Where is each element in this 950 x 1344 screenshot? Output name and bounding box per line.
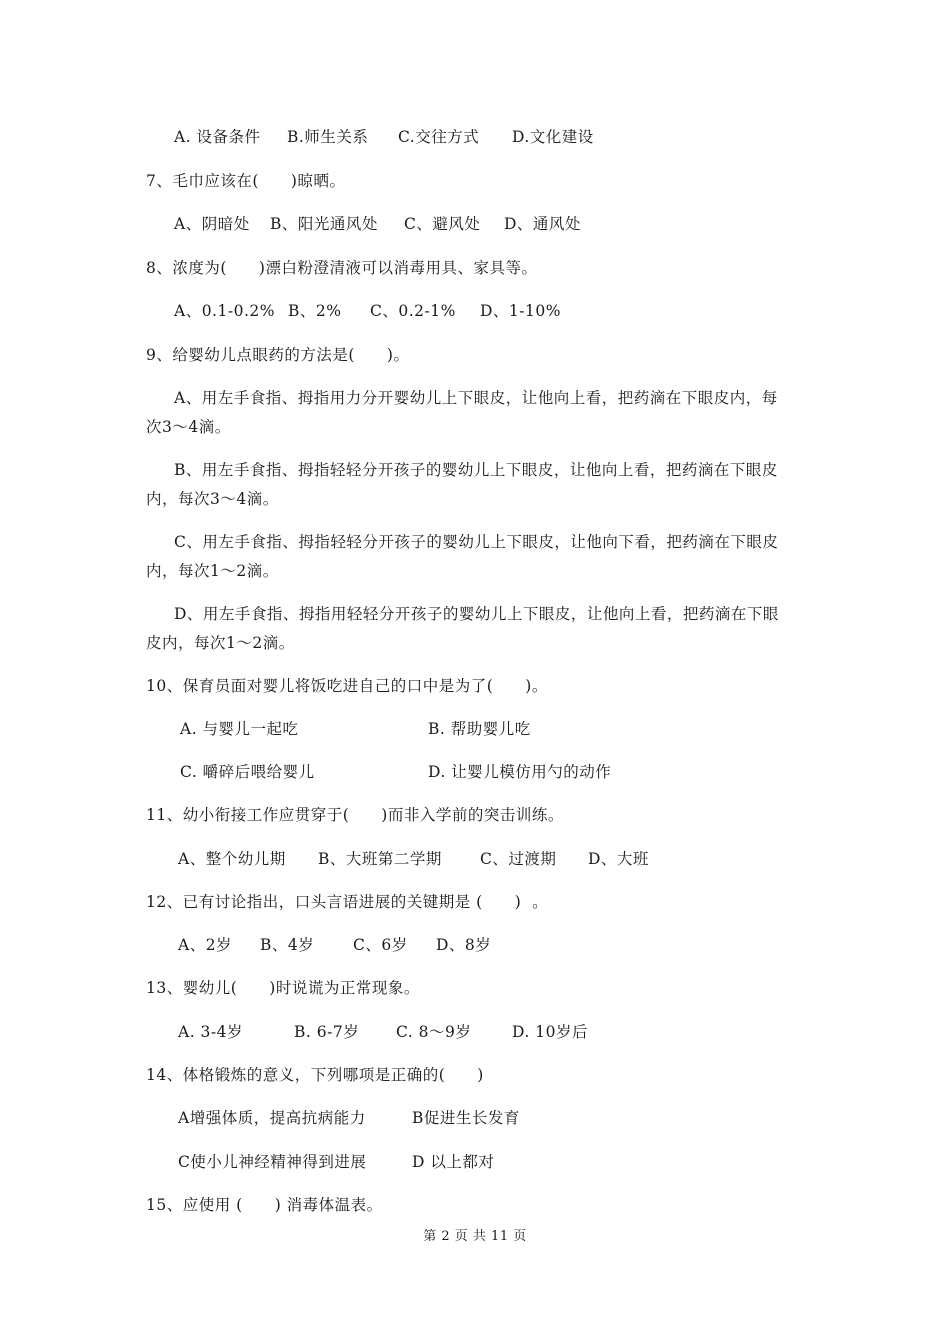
- question-7-options: [174, 214, 674, 234]
- question-8-stem: 8、浓度为( )漂白粉澄清液可以消毒用具、家具等。: [146, 259, 538, 277]
- question-9-option-b-line-1: B、用左手食指、拇指轻轻分开孩子的婴幼儿上下眼皮，让他向上看，把药滴在下眼皮: [174, 461, 778, 479]
- option-c: C、6岁: [353, 936, 408, 954]
- option-d: D. 让婴儿模仿用勺的动作: [428, 763, 612, 781]
- option-a: A. 设备条件: [174, 128, 261, 146]
- question-10-options-row-2: [180, 762, 680, 782]
- question-9-option-d-line-1: D、用左手食指、拇指用轻轻分开孩子的婴幼儿上下眼皮，让他向上看，把药滴在下眼: [174, 605, 779, 623]
- question-14-options-row-1: [178, 1108, 628, 1128]
- question-14-stem: 14、体格锻炼的意义，下列哪项是正确的( ): [146, 1066, 484, 1084]
- option-d: D.文化建设: [512, 128, 594, 146]
- question-9-stem: 9、给婴幼儿点眼药的方法是( )。: [146, 346, 410, 364]
- option-b: B、大班第二学期: [318, 850, 442, 868]
- option-c: C、避风处: [404, 215, 481, 233]
- question-15-stem: 15、应使用 ( ) 消毒体温表。: [146, 1196, 383, 1214]
- question-11-options: [178, 849, 698, 869]
- option-d: D 以上都对: [412, 1153, 495, 1171]
- option-b: B促进生长发育: [412, 1109, 520, 1127]
- question-9-option-a-line-2: 次3～4滴。: [146, 418, 231, 436]
- option-d: D、通风处: [504, 215, 581, 233]
- question-6-options: [174, 127, 674, 147]
- option-a: A、0.1-0.2%: [174, 302, 275, 320]
- option-c: C. 8～9岁: [396, 1023, 472, 1041]
- option-b: B、阳光通风处: [270, 215, 378, 233]
- question-13-stem: 13、婴幼儿( )时说谎为正常现象。: [146, 979, 420, 997]
- question-10-stem: 10、保育员面对婴儿将饭吃进自己的口中是为了( )。: [146, 677, 548, 695]
- question-14-options-row-2: [178, 1152, 628, 1172]
- option-a: A. 与婴儿一起吃: [180, 720, 299, 738]
- question-7-stem: 7、毛巾应该在( )晾晒。: [146, 172, 346, 190]
- question-13-options: [178, 1022, 628, 1042]
- question-9-option-c-line-2: 内，每次1～2滴。: [146, 562, 279, 580]
- option-d: D、大班: [588, 850, 649, 868]
- option-b: B. 帮助婴儿吃: [428, 720, 531, 738]
- question-9-option-a-line-1: A、用左手食指、拇指用力分开婴幼儿上下眼皮，让他向上看，把药滴在下眼皮内，每: [174, 389, 778, 407]
- question-12-options: [178, 935, 578, 955]
- option-a: A、整个幼儿期: [178, 850, 286, 868]
- option-b: B、2%: [288, 302, 342, 320]
- option-d: D. 10岁后: [512, 1023, 588, 1041]
- question-9-option-b-line-2: 内，每次3～4滴。: [146, 490, 279, 508]
- question-10-options-row-1: [180, 719, 680, 739]
- option-c: C使小儿神经精神得到进展: [178, 1153, 367, 1171]
- question-9-option-c-line-1: C、用左手食指、拇指轻轻分开孩子的婴幼儿上下眼皮，让他向下看，把药滴在下眼皮: [174, 533, 779, 551]
- question-12-stem: 12、已有讨论指出，口头言语进展的关键期是 ( ) 。: [146, 893, 549, 911]
- option-c: C、0.2-1%: [370, 302, 456, 320]
- question-8-options: [174, 301, 674, 321]
- option-a: A、2岁: [178, 936, 233, 954]
- option-a: A增强体质，提高抗病能力: [178, 1109, 366, 1127]
- option-d: D、1-10%: [480, 302, 561, 320]
- option-b: B、4岁: [260, 936, 315, 954]
- option-a: A、阴暗处: [174, 215, 250, 233]
- option-c: C. 嚼碎后喂给婴儿: [180, 763, 315, 781]
- option-d: D、8岁: [436, 936, 492, 954]
- option-c: C、过渡期: [480, 850, 557, 868]
- option-a: A. 3-4岁: [178, 1023, 244, 1041]
- option-b: B. 6-7岁: [294, 1023, 360, 1041]
- question-11-stem: 11、幼小衔接工作应贯穿于( )而非入学前的突击训练。: [146, 806, 564, 824]
- option-c: C.交往方式: [398, 128, 480, 146]
- page-number-footer: 第 2 页 共 11 页: [423, 1229, 527, 1244]
- option-b: B.师生关系: [287, 128, 369, 146]
- question-9-option-d-line-2: 皮内，每次1～2滴。: [146, 634, 295, 652]
